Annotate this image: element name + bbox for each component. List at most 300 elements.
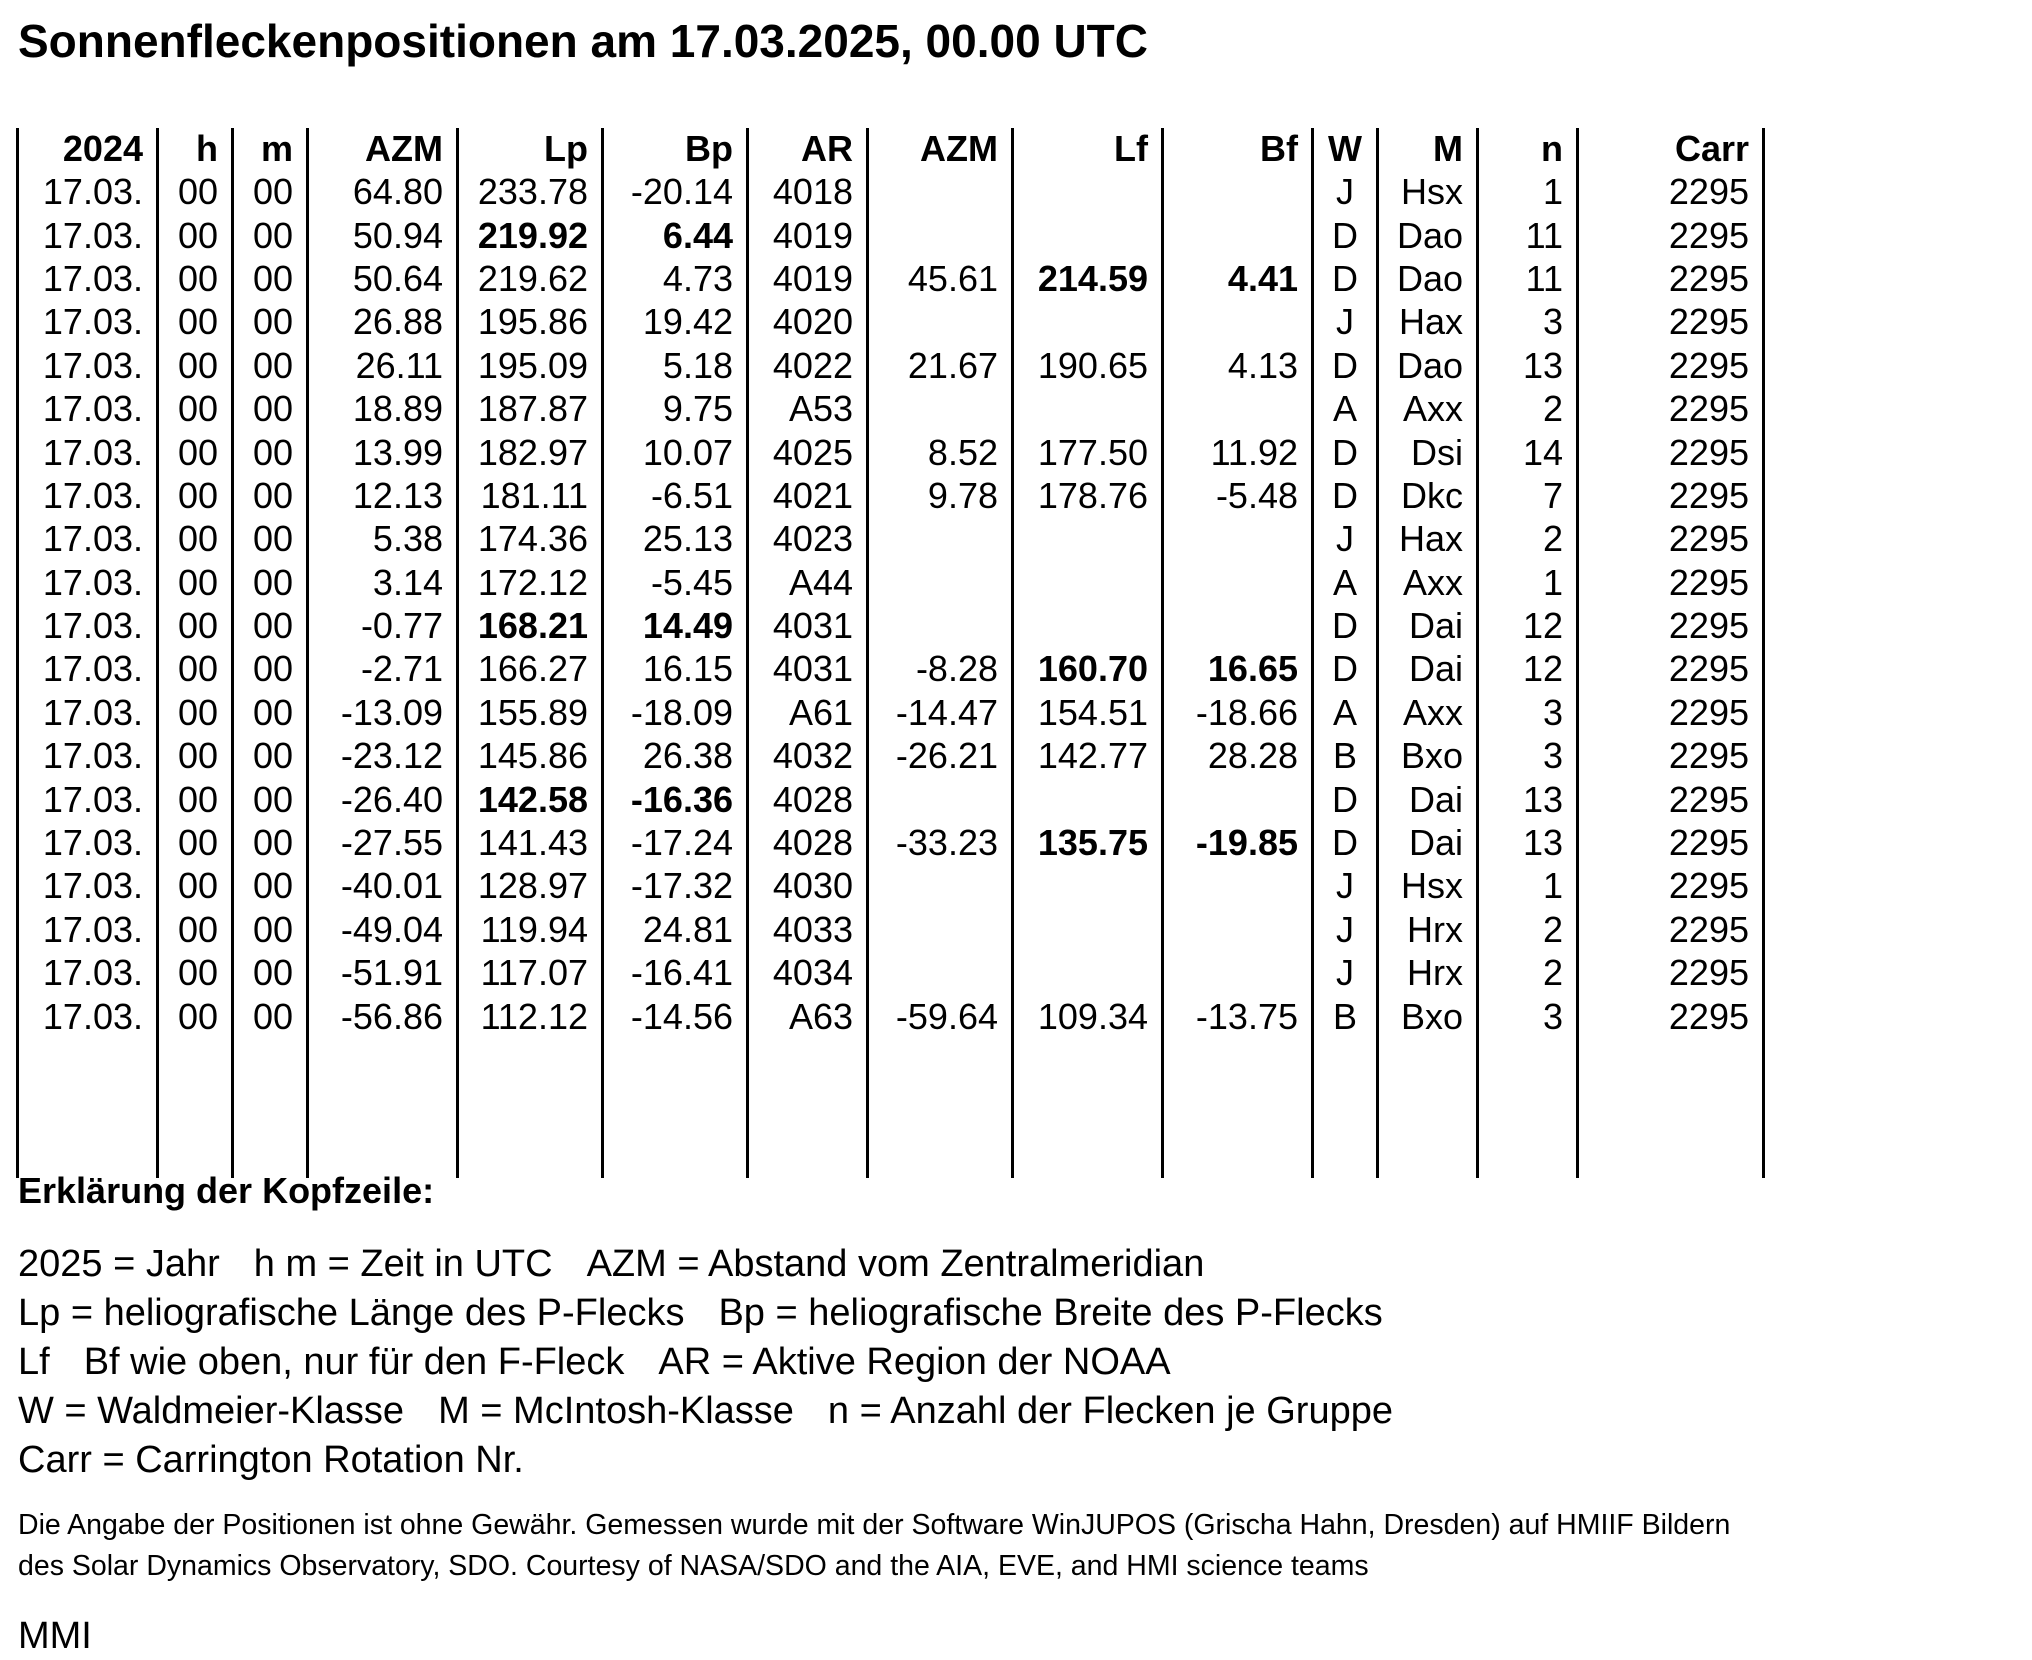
table-row [18, 908, 1764, 951]
cell-bf [1163, 561, 1313, 604]
cell-minute: 00 [233, 474, 308, 517]
cell-hour: 00 [158, 908, 233, 951]
table-row [18, 344, 1764, 387]
cell-azm-p: 50.94 [308, 213, 458, 256]
cell-w: J [1313, 864, 1378, 907]
cell-m: Dsi [1378, 430, 1478, 473]
cell-bf: -5.48 [1163, 474, 1313, 517]
cell-m: Dao [1378, 344, 1478, 387]
cell-m: Hrx [1378, 951, 1478, 994]
bold-value: 160.70 [1037, 648, 1148, 690]
cell-hour: 00 [158, 430, 233, 473]
cell-hour: 00 [158, 170, 233, 213]
column-header-lp: Lp [458, 128, 603, 170]
cell-bf [1163, 951, 1313, 994]
legend-bp: Bp = heliografische Breite des P-Flecks [718, 1292, 1383, 1334]
cell-bp [603, 604, 748, 647]
cell-lp: 187.87 [458, 387, 603, 430]
cell-minute: 00 [233, 734, 308, 777]
cell-m: Axx [1378, 387, 1478, 430]
cell-lf [1013, 604, 1163, 647]
column-header-m: M [1378, 128, 1478, 170]
table-row [18, 691, 1764, 734]
cell-bf [1163, 864, 1313, 907]
cell-ar: 4019 [748, 257, 868, 300]
bold-value: 135.75 [1037, 822, 1148, 864]
cell-bf [1163, 170, 1313, 213]
cell-minute: 00 [233, 517, 308, 560]
cell-bf [1163, 300, 1313, 343]
cell-carr: 2295 [1578, 604, 1764, 647]
cell-bf: 28.28 [1163, 734, 1313, 777]
cell-date: 17.03. [18, 691, 158, 734]
cell-bf [1163, 647, 1313, 690]
cell-azm-f: 9.78 [868, 474, 1013, 517]
bold-value: 214.59 [1037, 257, 1148, 299]
cell-carr: 2295 [1578, 647, 1764, 690]
cell-azm-p: -26.40 [308, 777, 458, 820]
cell-m: Axx [1378, 561, 1478, 604]
cell-hour: 00 [158, 300, 233, 343]
cell-lf [1013, 257, 1163, 300]
empty-cell [1313, 1038, 1378, 1178]
cell-lp: 195.86 [458, 300, 603, 343]
cell-n: 13 [1478, 344, 1578, 387]
cell-n: 13 [1478, 821, 1578, 864]
cell-carr: 2295 [1578, 387, 1764, 430]
table-row [18, 257, 1764, 300]
cell-azm-p: 5.38 [308, 517, 458, 560]
cell-minute: 00 [233, 647, 308, 690]
cell-lp: 181.11 [458, 474, 603, 517]
legend-line-1 [18, 1240, 1393, 1289]
cell-n: 14 [1478, 430, 1578, 473]
cell-azm-p: -51.91 [308, 951, 458, 994]
empty-cell [603, 1038, 748, 1178]
bold-value: 4.41 [1227, 257, 1298, 299]
cell-bf [1163, 908, 1313, 951]
cell-carr: 2295 [1578, 300, 1764, 343]
cell-azm-p: -49.04 [308, 908, 458, 951]
cell-n: 12 [1478, 647, 1578, 690]
cell-hour: 00 [158, 951, 233, 994]
table-body [18, 170, 1764, 1178]
cell-azm-f [868, 517, 1013, 560]
cell-w: J [1313, 300, 1378, 343]
cell-hour: 00 [158, 257, 233, 300]
cell-bf [1163, 257, 1313, 300]
cell-bp: -5.45 [603, 561, 748, 604]
cell-n: 2 [1478, 387, 1578, 430]
table-row [18, 994, 1764, 1037]
cell-azm-f: 21.67 [868, 344, 1013, 387]
cell-azm-f [868, 170, 1013, 213]
cell-ar: 4020 [748, 300, 868, 343]
cell-carr: 2295 [1578, 864, 1764, 907]
cell-date: 17.03. [18, 994, 158, 1037]
cell-m: Dkc [1378, 474, 1478, 517]
cell-carr: 2295 [1578, 430, 1764, 473]
cell-n: 1 [1478, 561, 1578, 604]
table-row [18, 864, 1764, 907]
cell-lp: 141.43 [458, 821, 603, 864]
cell-ar: 4031 [748, 604, 868, 647]
legend-w: W = Waldmeier-Klasse [18, 1390, 405, 1432]
cell-bf: 11.92 [1163, 430, 1313, 473]
empty-cell [458, 1038, 603, 1178]
bold-value: 14.49 [642, 605, 733, 647]
cell-lf: 177.50 [1013, 430, 1163, 473]
cell-w: D [1313, 474, 1378, 517]
cell-lf [1013, 647, 1163, 690]
disclaimer-line-2: des Solar Dynamics Observatory, SDO. Courtesy of NASA/SDO and the AIA, EVE, and HMI science teams [18, 1550, 1369, 1582]
cell-minute: 00 [233, 213, 308, 256]
cell-lp: 112.12 [458, 994, 603, 1037]
column-header-azm-f: AZM [868, 128, 1013, 170]
cell-lp: 166.27 [458, 647, 603, 690]
cell-ar: A44 [748, 561, 868, 604]
cell-w: A [1313, 561, 1378, 604]
cell-minute: 00 [233, 300, 308, 343]
cell-bp: 9.75 [603, 387, 748, 430]
cell-azm-f: 8.52 [868, 430, 1013, 473]
table-row [18, 951, 1764, 994]
cell-bf: -13.75 [1163, 994, 1313, 1037]
cell-hour: 00 [158, 647, 233, 690]
empty-cell [1578, 1038, 1764, 1178]
table-spacer-row [18, 1038, 1764, 1178]
cell-hour: 00 [158, 561, 233, 604]
cell-azm-p: 12.13 [308, 474, 458, 517]
table-row [18, 387, 1764, 430]
cell-azm-f: -8.28 [868, 647, 1013, 690]
cell-minute: 00 [233, 561, 308, 604]
cell-azm-f: -59.64 [868, 994, 1013, 1037]
cell-azm-p: -56.86 [308, 994, 458, 1037]
cell-bp: 24.81 [603, 908, 748, 951]
cell-m: Hrx [1378, 908, 1478, 951]
table-row [18, 170, 1764, 213]
cell-minute: 00 [233, 604, 308, 647]
cell-hour: 00 [158, 387, 233, 430]
cell-lf: 190.65 [1013, 344, 1163, 387]
cell-carr: 2295 [1578, 257, 1764, 300]
legend-line-4 [18, 1387, 1393, 1436]
cell-lf [1013, 908, 1163, 951]
cell-azm-f: -26.21 [868, 734, 1013, 777]
cell-azm-f [868, 777, 1013, 820]
cell-azm-f [868, 951, 1013, 994]
legend-ar: AR = Aktive Region der NOAA [658, 1341, 1171, 1383]
legend-line-2 [18, 1289, 1393, 1338]
cell-minute: 00 [233, 951, 308, 994]
cell-bp: 10.07 [603, 430, 748, 473]
cell-lp: 155.89 [458, 691, 603, 734]
table-row [18, 300, 1764, 343]
cell-w: J [1313, 951, 1378, 994]
cell-minute: 00 [233, 994, 308, 1037]
cell-azm-p: -23.12 [308, 734, 458, 777]
cell-azm-p: -2.71 [308, 647, 458, 690]
legend-lp: Lp = heliografische Länge des P-Flecks [18, 1292, 685, 1334]
empty-cell [233, 1038, 308, 1178]
table-row [18, 647, 1764, 690]
cell-carr: 2295 [1578, 517, 1764, 560]
cell-w: B [1313, 734, 1378, 777]
cell-hour: 00 [158, 821, 233, 864]
cell-bf: 4.13 [1163, 344, 1313, 387]
cell-ar: 4019 [748, 213, 868, 256]
cell-ar: 4018 [748, 170, 868, 213]
cell-ar: A61 [748, 691, 868, 734]
column-header-date: 2024 [18, 128, 158, 170]
cell-bp: 25.13 [603, 517, 748, 560]
column-header-azm-p: AZM [308, 128, 458, 170]
cell-ar: A53 [748, 387, 868, 430]
table-row [18, 517, 1764, 560]
cell-carr: 2295 [1578, 734, 1764, 777]
cell-lf [1013, 387, 1163, 430]
cell-w: D [1313, 821, 1378, 864]
legend-lf: Lf [18, 1341, 50, 1383]
cell-bf [1163, 517, 1313, 560]
table-row [18, 604, 1764, 647]
cell-azm-p: -40.01 [308, 864, 458, 907]
cell-w: D [1313, 604, 1378, 647]
cell-hour: 00 [158, 994, 233, 1037]
cell-azm-p: 26.88 [308, 300, 458, 343]
sunspot-table [16, 128, 1765, 1178]
bold-value: -16.36 [630, 778, 733, 820]
cell-m: Dao [1378, 213, 1478, 256]
column-header-w: W [1313, 128, 1378, 170]
cell-date: 17.03. [18, 344, 158, 387]
cell-n: 3 [1478, 691, 1578, 734]
cell-n: 12 [1478, 604, 1578, 647]
cell-carr: 2295 [1578, 344, 1764, 387]
cell-m: Dai [1378, 647, 1478, 690]
cell-azm-f [868, 387, 1013, 430]
bold-value: 142.58 [477, 778, 588, 820]
cell-lp: 174.36 [458, 517, 603, 560]
cell-bp [603, 777, 748, 820]
cell-carr: 2295 [1578, 821, 1764, 864]
bold-value: 168.21 [477, 605, 588, 647]
cell-azm-f [868, 561, 1013, 604]
cell-azm-p: 64.80 [308, 170, 458, 213]
cell-n: 2 [1478, 951, 1578, 994]
legend [18, 1240, 1393, 1485]
cell-bp: 19.42 [603, 300, 748, 343]
empty-cell [1013, 1038, 1163, 1178]
cell-carr: 2295 [1578, 170, 1764, 213]
empty-cell [18, 1038, 158, 1178]
empty-cell [1163, 1038, 1313, 1178]
column-header-bf: Bf [1163, 128, 1313, 170]
cell-w: D [1313, 257, 1378, 300]
cell-ar: 4034 [748, 951, 868, 994]
cell-lp: 172.12 [458, 561, 603, 604]
cell-lp: 117.07 [458, 951, 603, 994]
cell-w: D [1313, 777, 1378, 820]
column-header-lf: Lf [1013, 128, 1163, 170]
legend-m: M = McIntosh-Klasse [438, 1390, 794, 1432]
cell-m: Dao [1378, 257, 1478, 300]
column-header-carr: Carr [1578, 128, 1764, 170]
cell-m: Hax [1378, 517, 1478, 560]
cell-n: 13 [1478, 777, 1578, 820]
cell-date: 17.03. [18, 170, 158, 213]
cell-n: 2 [1478, 908, 1578, 951]
cell-lf: 142.77 [1013, 734, 1163, 777]
cell-azm-p: 26.11 [308, 344, 458, 387]
cell-n: 11 [1478, 257, 1578, 300]
cell-n: 3 [1478, 994, 1578, 1037]
table-row [18, 734, 1764, 777]
cell-lp: 195.09 [458, 344, 603, 387]
cell-carr: 2295 [1578, 994, 1764, 1037]
cell-carr: 2295 [1578, 908, 1764, 951]
cell-hour: 00 [158, 604, 233, 647]
cell-minute: 00 [233, 344, 308, 387]
cell-carr: 2295 [1578, 951, 1764, 994]
cell-lp [458, 213, 603, 256]
cell-date: 17.03. [18, 951, 158, 994]
cell-ar: 4028 [748, 821, 868, 864]
cell-azm-p: 13.99 [308, 430, 458, 473]
cell-w: D [1313, 213, 1378, 256]
cell-carr: 2295 [1578, 561, 1764, 604]
legend-bf: Bf wie oben, nur für den F-Fleck [83, 1341, 625, 1383]
column-header-hour: h [158, 128, 233, 170]
cell-azm-p: 18.89 [308, 387, 458, 430]
cell-azm-f [868, 213, 1013, 256]
cell-ar: 4031 [748, 647, 868, 690]
cell-bf [1163, 777, 1313, 820]
cell-date: 17.03. [18, 561, 158, 604]
legend-n: n = Anzahl der Flecken je Gruppe [827, 1390, 1393, 1432]
cell-bp: -20.14 [603, 170, 748, 213]
disclaimer-line-1: Die Angabe der Positionen ist ohne Gewähr. Gemessen wurde mit der Software WinJUPOS (Grischa Hahn, Dresden) auf HMIIF Bildern [18, 1509, 1731, 1541]
cell-bf [1163, 604, 1313, 647]
cell-bp: 4.73 [603, 257, 748, 300]
cell-bf [1163, 821, 1313, 864]
cell-ar: A63 [748, 994, 868, 1037]
cell-lp: 119.94 [458, 908, 603, 951]
cell-date: 17.03. [18, 647, 158, 690]
cell-date: 17.03. [18, 864, 158, 907]
cell-date: 17.03. [18, 387, 158, 430]
cell-w: D [1313, 430, 1378, 473]
cell-minute: 00 [233, 170, 308, 213]
cell-lf [1013, 561, 1163, 604]
cell-minute: 00 [233, 691, 308, 734]
cell-w: J [1313, 517, 1378, 560]
author-signature: MMI [18, 1615, 92, 1657]
cell-w: A [1313, 387, 1378, 430]
table-row [18, 213, 1764, 256]
cell-m: Bxo [1378, 734, 1478, 777]
sunspot-table-container [16, 128, 1765, 1178]
cell-w: A [1313, 691, 1378, 734]
empty-cell [158, 1038, 233, 1178]
cell-w: D [1313, 647, 1378, 690]
legend-carr: Carr = Carrington Rotation Nr. [18, 1439, 524, 1481]
cell-hour: 00 [158, 213, 233, 256]
cell-ar: 4030 [748, 864, 868, 907]
empty-cell [748, 1038, 868, 1178]
cell-n: 1 [1478, 864, 1578, 907]
table-header-row [18, 128, 1764, 170]
cell-n: 3 [1478, 734, 1578, 777]
cell-hour: 00 [158, 864, 233, 907]
cell-bp: 16.15 [603, 647, 748, 690]
table-row [18, 777, 1764, 820]
cell-bp: -14.56 [603, 994, 748, 1037]
cell-m: Dai [1378, 604, 1478, 647]
empty-cell [308, 1038, 458, 1178]
cell-carr: 2295 [1578, 691, 1764, 734]
legend-title: Erklärung der Kopfzeile: [18, 1170, 435, 1211]
cell-bp [603, 213, 748, 256]
cell-m: Hsx [1378, 170, 1478, 213]
cell-azm-p: 50.64 [308, 257, 458, 300]
cell-n: 1 [1478, 170, 1578, 213]
cell-n: 3 [1478, 300, 1578, 343]
legend-time: h m = Zeit in UTC [253, 1243, 553, 1285]
empty-cell [1478, 1038, 1578, 1178]
cell-minute: 00 [233, 777, 308, 820]
cell-minute: 00 [233, 908, 308, 951]
cell-azm-f: -33.23 [868, 821, 1013, 864]
cell-azm-f [868, 864, 1013, 907]
column-header-n: n [1478, 128, 1578, 170]
cell-bp: -17.32 [603, 864, 748, 907]
cell-lf [1013, 300, 1163, 343]
cell-bp: -16.41 [603, 951, 748, 994]
cell-m: Bxo [1378, 994, 1478, 1037]
cell-ar: 4022 [748, 344, 868, 387]
cell-w: D [1313, 344, 1378, 387]
cell-lf [1013, 951, 1163, 994]
cell-hour: 00 [158, 777, 233, 820]
cell-ar: 4025 [748, 430, 868, 473]
cell-bp: -6.51 [603, 474, 748, 517]
cell-carr: 2295 [1578, 213, 1764, 256]
cell-minute: 00 [233, 387, 308, 430]
cell-hour: 00 [158, 517, 233, 560]
cell-azm-p: -27.55 [308, 821, 458, 864]
column-header-bp: Bp [603, 128, 748, 170]
table-row [18, 561, 1764, 604]
column-header-minute: m [233, 128, 308, 170]
cell-hour: 00 [158, 474, 233, 517]
cell-date: 17.03. [18, 821, 158, 864]
cell-date: 17.03. [18, 257, 158, 300]
cell-lf [1013, 517, 1163, 560]
cell-w: B [1313, 994, 1378, 1037]
cell-lf [1013, 777, 1163, 820]
cell-lf [1013, 170, 1163, 213]
cell-ar: 4028 [748, 777, 868, 820]
cell-lp: 182.97 [458, 430, 603, 473]
cell-lp [458, 777, 603, 820]
cell-minute: 00 [233, 864, 308, 907]
cell-date: 17.03. [18, 777, 158, 820]
cell-azm-f [868, 300, 1013, 343]
cell-ar: 4033 [748, 908, 868, 951]
cell-azm-f: 45.61 [868, 257, 1013, 300]
